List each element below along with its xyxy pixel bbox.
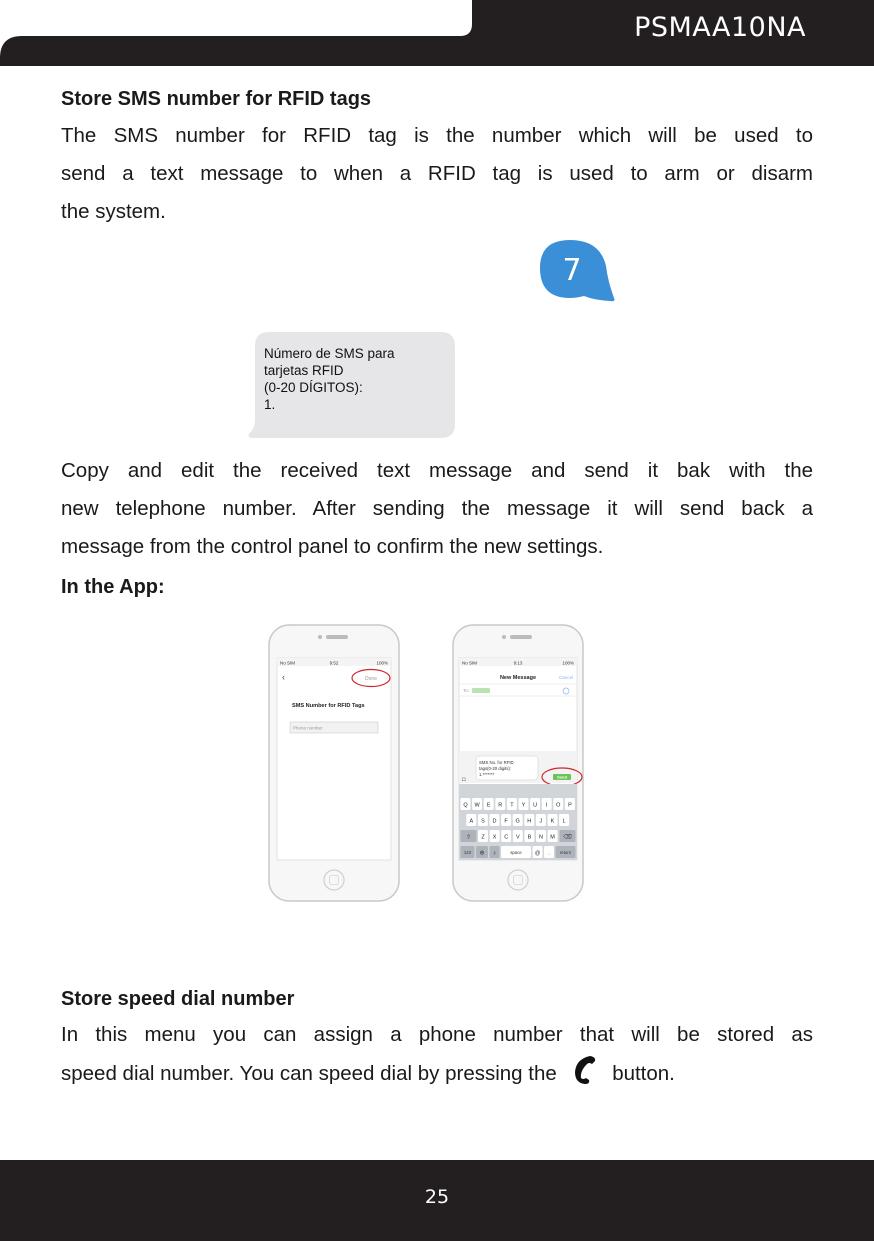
phone-number-placeholder: Phone number <box>293 725 323 731</box>
globe-icon: ⊕ <box>479 850 485 857</box>
page-footer <box>0 1160 874 1241</box>
key-label: T <box>510 802 514 809</box>
keyboard-row <box>466 814 569 826</box>
key-label: D <box>492 818 497 825</box>
sms-message-text <box>264 345 454 413</box>
phone-screenshot-message <box>452 624 584 902</box>
phone-screenshot-settings <box>268 624 400 902</box>
paragraph-line: the system. <box>61 200 166 223</box>
key-label: I <box>545 802 548 809</box>
sms-line: 1. <box>264 397 276 412</box>
paragraph-text: speed dial number. You can speed dial by pressing the <box>61 1062 557 1085</box>
key-label: L <box>562 818 566 825</box>
key-label: U <box>533 802 538 809</box>
step-number: 7 <box>562 253 582 288</box>
app-heading: In the App: <box>61 576 165 598</box>
status-battery: 100% <box>376 660 388 666</box>
key-label: F <box>504 818 508 825</box>
sms-line: Número de SMS para <box>264 346 395 361</box>
cancel-button[interactable]: Cancel <box>558 675 573 680</box>
delete-icon: ⌫ <box>563 834 572 841</box>
paragraph-text: button. <box>612 1062 675 1085</box>
paragraph-line: In this menu you can assign a phone number that will be stored as <box>61 1023 813 1046</box>
key-label: A <box>469 818 474 825</box>
draft-line: SMS No. for RFID <box>479 760 514 765</box>
key-label: S <box>481 818 485 825</box>
to-label: To: <box>463 688 470 693</box>
key-label: R <box>498 802 503 809</box>
key-label: G <box>515 818 520 825</box>
status-time: 9:13 <box>513 660 523 666</box>
paragraph-line: message from the control panel to confirm the new settings. <box>61 535 604 558</box>
page-header <box>0 0 874 66</box>
phone-handset-icon <box>570 1054 598 1086</box>
section-heading-rfid-sms: Store SMS number for RFID tags <box>61 88 372 110</box>
screen-title: SMS Number for RFID Tags <box>292 703 365 709</box>
return-key-label: return <box>559 850 572 855</box>
shift-arrow-icon: ⇧ <box>465 834 472 841</box>
key-label: H <box>527 818 532 825</box>
key-label: O <box>556 802 561 809</box>
draft-line: 1.******* <box>479 772 495 777</box>
key-label: B <box>527 834 532 841</box>
microphone-icon: ♪ <box>493 850 496 857</box>
paragraph-line: Copy and edit the received text message and send it bak with the <box>61 459 813 482</box>
nav-title: New Message <box>499 675 537 681</box>
key-label: E <box>486 802 491 809</box>
status-carrier: No SIM <box>462 660 478 666</box>
at-key-label: @ <box>534 850 541 857</box>
key-label: W <box>474 802 480 809</box>
key-label: M <box>550 834 555 841</box>
key-label: V <box>515 834 520 841</box>
key-label: Y <box>521 802 526 809</box>
status-battery: 100% <box>562 660 574 666</box>
space-key-label: space <box>510 850 522 855</box>
dot-key-label: . <box>548 850 550 857</box>
section-heading-speed-dial: Store speed dial number <box>61 988 295 1010</box>
key-label: P <box>568 802 572 809</box>
key-label: Q <box>463 802 468 809</box>
camera-icon[interactable]: ◘ <box>462 777 466 783</box>
done-button[interactable]: Done <box>365 676 377 682</box>
step-badge-bubble <box>534 238 618 304</box>
page-number: 25 <box>424 1186 450 1208</box>
paragraph-line: send a text message to when a RFID tag is used to arm or disarm <box>61 162 813 185</box>
key-label: C <box>504 834 509 841</box>
numbers-key-label: 123 <box>463 850 472 855</box>
key-label: K <box>550 818 555 825</box>
key-label: N <box>539 834 543 841</box>
paragraph-line: new telephone number. After sending the message it will send back a <box>61 497 813 520</box>
sms-line: (0-20 DÍGITOS): <box>264 380 363 395</box>
status-time: 9:52 <box>329 660 339 666</box>
key-label: J <box>539 818 543 825</box>
draft-line: tags(0-20 digits): <box>479 766 512 771</box>
key-label: Z <box>481 834 485 841</box>
back-chevron-icon[interactable]: ‹ <box>282 672 285 682</box>
sms-line: tarjetas RFID <box>264 363 344 378</box>
send-label: Send <box>557 774 567 780</box>
paragraph-line: The SMS number for RFID tag is the number which will be used to <box>61 124 813 147</box>
key-label: X <box>492 834 497 841</box>
paragraph-line-with-icon <box>61 1054 675 1093</box>
keyboard-row <box>478 830 558 842</box>
status-carrier: No SIM <box>280 660 296 666</box>
recipient-chip <box>472 688 490 693</box>
model-number: PSMAA10NA <box>634 12 806 43</box>
